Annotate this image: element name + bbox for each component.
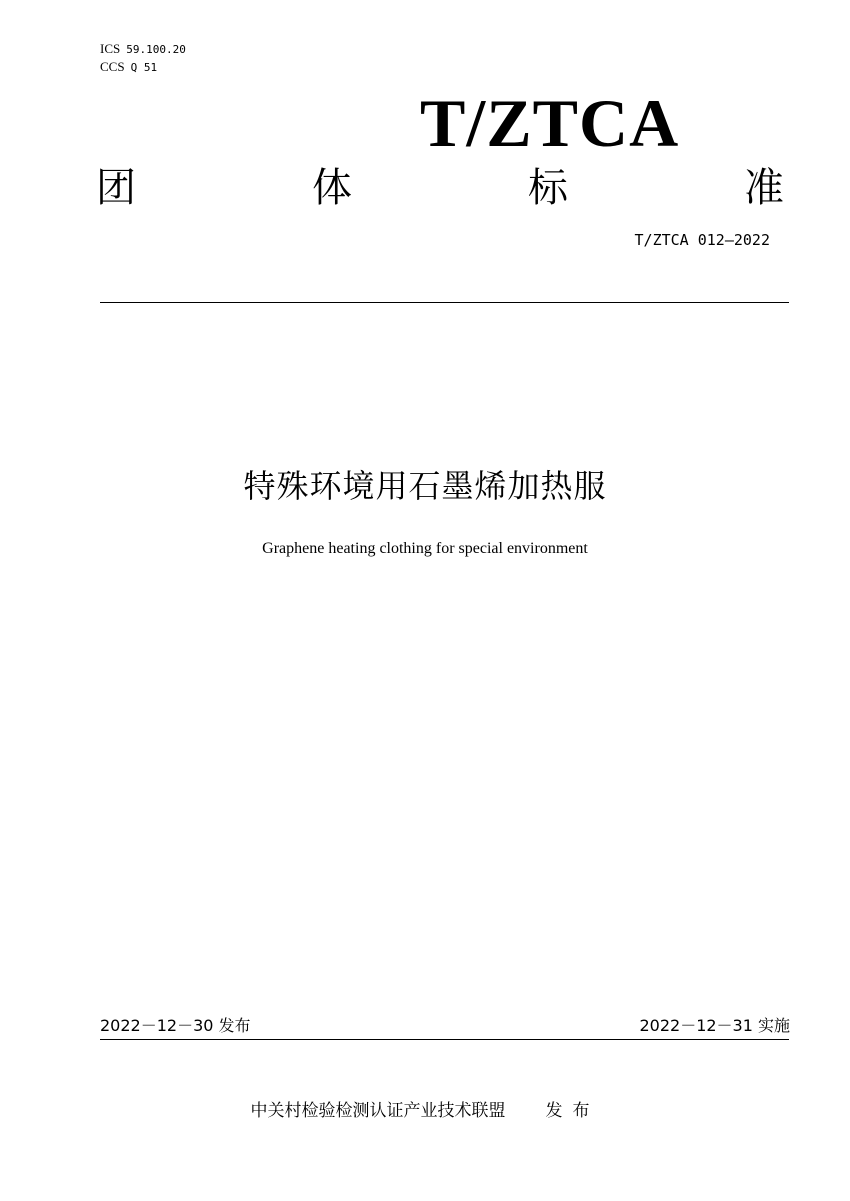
standard-number: T/ZTCA 012—2022 — [634, 231, 770, 249]
ics-label: ICS — [100, 41, 121, 56]
footer-divider — [100, 1039, 789, 1040]
ccs-label: CCS — [100, 59, 125, 74]
ics-classification — [100, 42, 186, 57]
standard-type-char-1: 团 — [96, 165, 136, 211]
publisher-line — [0, 1100, 850, 1122]
header-divider — [100, 302, 789, 303]
standard-type-char-2: 体 — [312, 165, 352, 211]
ics-code: 59.100.20 — [126, 43, 186, 56]
issue-date: 2022－12－30 发布 — [100, 1016, 251, 1035]
implementation-date: 2022－12－31 实施 — [639, 1016, 790, 1035]
publisher-name: 中关村检验检测认证产业技术联盟 — [250, 1101, 506, 1121]
publisher-action: 发布 — [545, 1101, 600, 1121]
ccs-code: Q 51 — [130, 61, 158, 74]
standard-type — [96, 164, 784, 212]
document-title-english: Graphene heating clothing for special environment — [262, 540, 588, 557]
ccs-classification — [100, 60, 157, 75]
standard-type-char-4: 准 — [744, 165, 784, 211]
organization-logo: T/ZTCA — [420, 85, 680, 161]
standard-type-char-3: 标 — [528, 165, 568, 211]
document-title-chinese: 特殊环境用石墨烯加热服 — [243, 467, 607, 505]
